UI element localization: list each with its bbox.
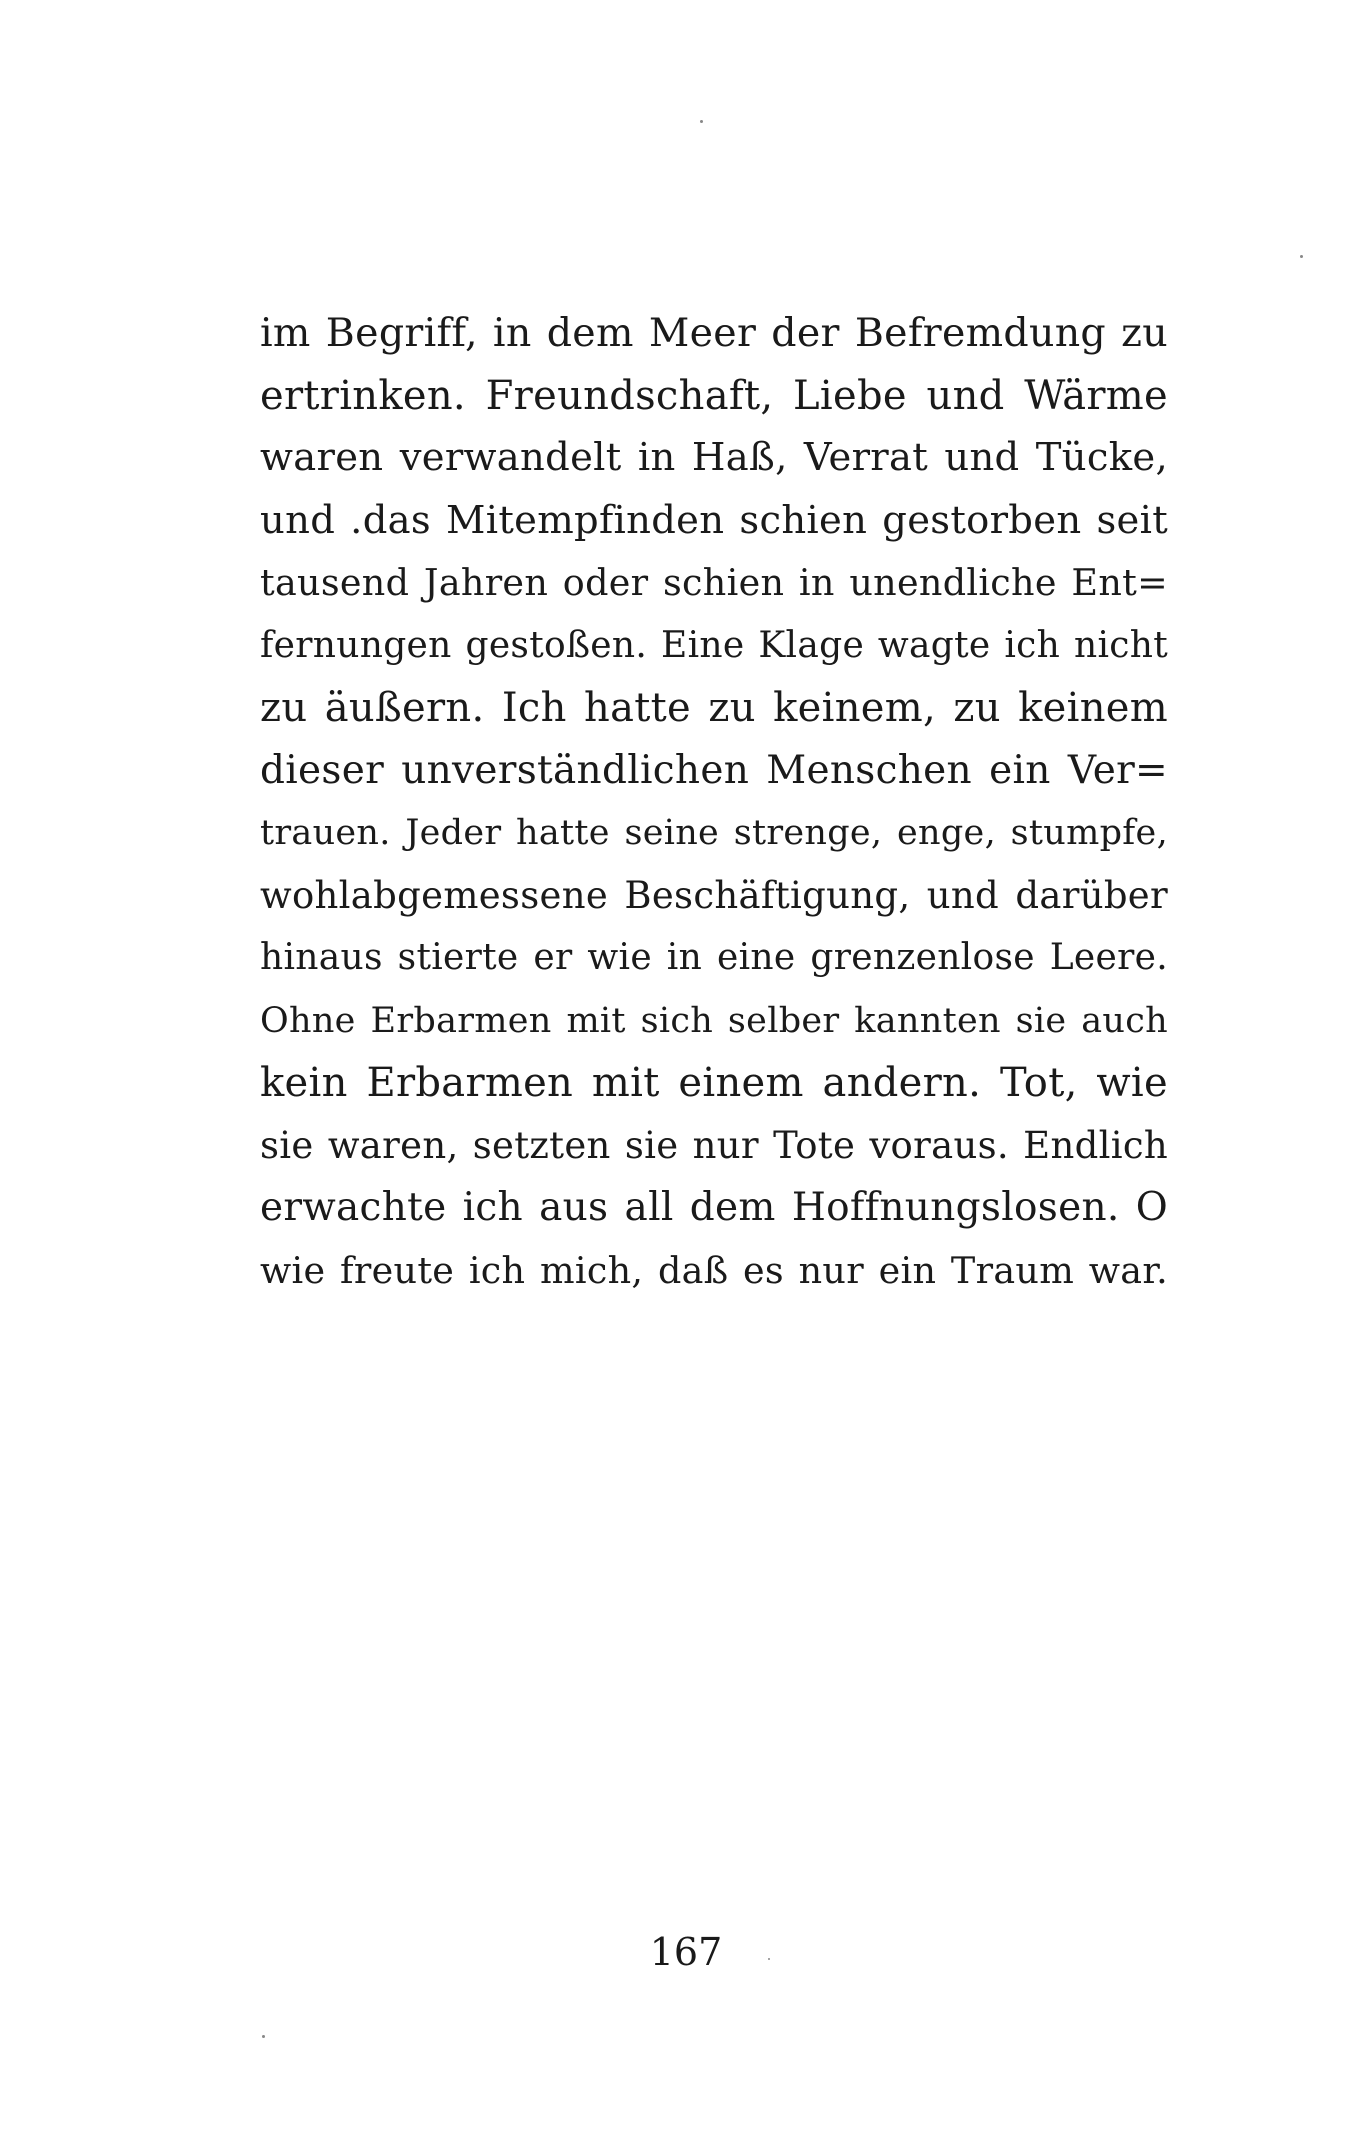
- text-line: dieser unverständlichen Menschen ein Ver=: [260, 747, 1168, 793]
- paper-speck: [1300, 255, 1303, 258]
- text-line: trauen. Jeder hatte seine strenge, enge, stumpfe,: [260, 813, 1168, 853]
- text-line: wie freute ich mich, daß es nur ein Traum war.: [260, 1248, 1168, 1292]
- text-line: hinaus stierte er wie in eine grenzenlose Leere.: [260, 937, 1168, 978]
- text-line: fernungen gestoßen. Eine Klage wagte ich nicht: [260, 624, 1168, 666]
- text-line: kein Erbarmen mit einem andern. Tot, wie: [260, 1060, 1168, 1106]
- text-line: erwachte ich aus all dem Hoffnungslosen. O: [260, 1185, 1168, 1230]
- text-line: waren verwandelt in Haß, Verrat und Tücke,: [260, 435, 1168, 480]
- text-line: zu äußern. Ich hatte zu keinem, zu keinem: [260, 685, 1168, 731]
- page-number: 167: [649, 1930, 723, 1974]
- body-text: [260, 302, 1168, 1302]
- text-line: und .das Mitempfinden schien gestorben seit: [260, 497, 1168, 543]
- text-line: tausend Jahren oder schien in unendliche Ent=: [260, 561, 1168, 604]
- paper-speck: [700, 120, 703, 123]
- text-line: im Begriff, in dem Meer der Befremdung zu: [260, 310, 1168, 356]
- text-line: Ohne Erbarmen mit sich selber kannten sie auch: [260, 1000, 1168, 1041]
- text-line: sie waren, setzten sie nur Tote voraus. Endlich: [260, 1123, 1168, 1167]
- paper-speck: [262, 2035, 265, 2038]
- text-line: ertrinken. Freundschaft, Liebe und Wärme: [260, 372, 1168, 419]
- text-line: wohlabgemessene Beschäftigung, und darüber: [260, 873, 1168, 917]
